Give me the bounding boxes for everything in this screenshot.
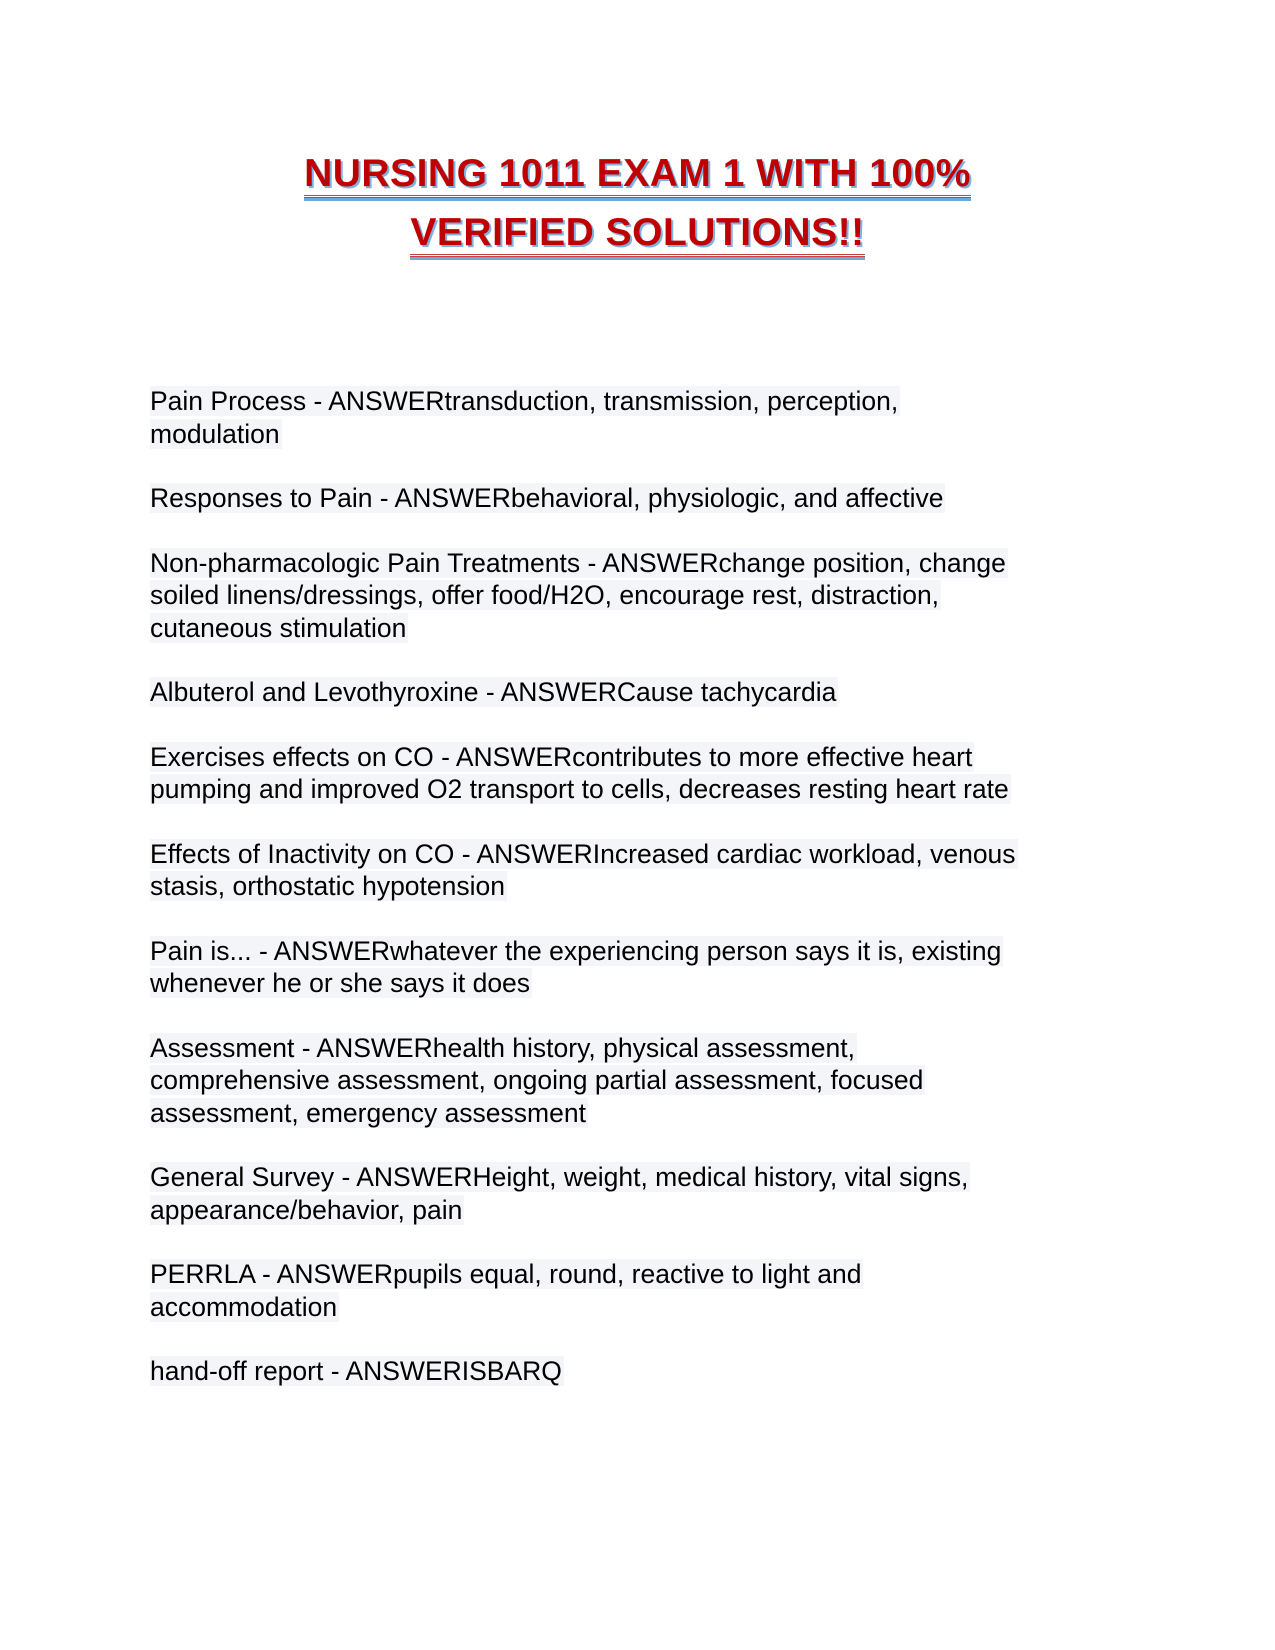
qa-line [150,741,1018,774]
qa-line [150,385,1018,418]
qa-text: Responses to Pain - ANSWERbehavioral, physiologic, and affective [150,483,944,513]
qa-entry [150,385,1018,450]
qa-line [150,1032,1018,1065]
qa-text: stasis, orthostatic hypotension [150,871,505,901]
qa-line [150,1097,1018,1130]
qa-entry [150,741,1018,806]
qa-line [150,773,1018,806]
qa-text: Albuterol and Levothyroxine - ANSWERCause tachycardia [150,677,837,707]
qa-entry [150,1032,1018,1130]
qa-line [150,547,1018,580]
document-title-line-2: VERIFIED SOLUTIONS!! [0,211,1275,255]
qa-line [150,612,1018,645]
qa-list [150,385,1018,1420]
qa-line [150,1291,1018,1324]
qa-text: Effects of Inactivity on CO - ANSWERIncreased cardiac workload, venous [150,838,1016,869]
qa-text: accommodation [150,1291,338,1322]
qa-line [150,1161,1018,1194]
qa-entry [150,1258,1018,1323]
qa-line [150,838,1018,871]
qa-line [150,967,1018,1000]
qa-text: Assessment - ANSWERhealth history, physical assessment, [150,1032,855,1063]
qa-entry [150,1355,1018,1388]
qa-text: PERRLA - ANSWERpupils equal, round, reactive to light and [150,1259,862,1289]
qa-text: Pain is... - ANSWERwhatever the experiencing person says it is, existing [150,935,1002,966]
qa-text: soiled linens/dressings, offer food/H2O, encourage rest, distraction, [150,580,940,610]
qa-text: hand-off report - ANSWERISBARQ [150,1356,562,1386]
qa-line [150,870,1018,903]
qa-line [150,1064,1018,1097]
qa-text: pumping and improved O2 transport to cells, decreases resting heart rate [150,774,1009,804]
qa-text: Non-pharmacologic Pain Treatments - ANSWERchange position, change [150,547,1006,578]
qa-entry [150,482,1018,515]
qa-text: cutaneous stimulation [150,612,407,643]
qa-entry [150,935,1018,1000]
qa-line [150,482,1018,515]
qa-line [150,418,1018,451]
qa-line [150,1258,1018,1291]
qa-text: Exercises effects on CO - ANSWERcontributes to more effective heart [150,741,973,772]
qa-text: modulation [150,418,280,449]
qa-text: comprehensive assessment, ongoing partial assessment, focused [150,1065,924,1095]
qa-line [150,579,1018,612]
qa-text: whenever he or she says it does [150,968,531,998]
qa-text: appearance/behavior, pain [150,1194,463,1225]
qa-text: assessment, emergency assessment [150,1097,586,1128]
document-title-line-1: NURSING 1011 EXAM 1 WITH 100% [0,152,1275,196]
qa-entry [150,547,1018,645]
qa-text: General Survey - ANSWERHeight, weight, medical history, vital signs, [150,1162,969,1192]
qa-line [150,676,1018,709]
qa-line [150,935,1018,968]
qa-text: Pain Process - ANSWERtransduction, transmission, perception, [150,386,899,416]
qa-entry [150,838,1018,903]
qa-entry [150,676,1018,709]
qa-line [150,1194,1018,1227]
qa-entry [150,1161,1018,1226]
qa-line [150,1355,1018,1388]
